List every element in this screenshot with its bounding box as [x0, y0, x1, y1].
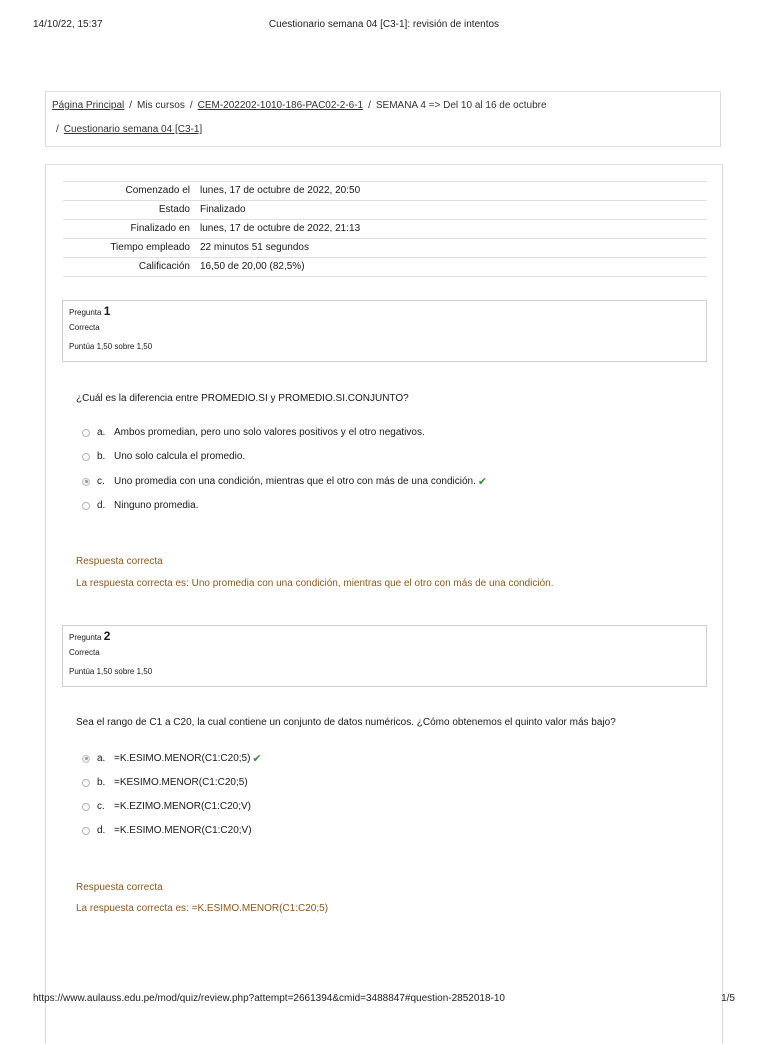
summary-row [63, 182, 707, 201]
answer-text: =KESIMO.MENOR(C1:C20;5) [114, 777, 248, 788]
answer-option[interactable] [82, 801, 251, 812]
answer-text: Ninguno promedia. [114, 500, 199, 511]
breadcrumb-my-courses[interactable]: Mis cursos [137, 100, 185, 111]
breadcrumb-line-2 [56, 124, 202, 135]
answer-option[interactable] [82, 475, 487, 488]
answer-option[interactable] [82, 777, 248, 788]
summary-label: Finalizado en [130, 223, 190, 234]
summary-row [63, 220, 707, 239]
breadcrumb-separator: / [368, 100, 371, 111]
breadcrumb-home-link[interactable]: Página Principal [52, 100, 125, 111]
question-number [69, 304, 110, 318]
summary-row [63, 239, 707, 258]
answer-letter: d. [97, 825, 106, 836]
radio-button-selected[interactable] [82, 755, 90, 763]
feedback-text: La respuesta correcta es: Uno promedia con una condición, mientras que el otro con más de una condición. [76, 578, 554, 589]
summary-row [63, 258, 707, 277]
feedback-title: Respuesta correcta [76, 556, 163, 567]
question-info-2 [62, 625, 707, 687]
feedback-title: Respuesta correcta [76, 882, 163, 893]
feedback-text: La respuesta correcta es: =K.ESIMO.MENOR(C1:C20;5) [76, 903, 329, 914]
question-info-1 [62, 300, 707, 362]
radio-button[interactable] [82, 502, 90, 510]
print-datetime: 14/10/22, 15:37 [33, 19, 103, 30]
answer-option[interactable] [82, 451, 245, 462]
answer-text: =K.ESIMO.MENOR(C1:C20;5) [114, 753, 251, 764]
breadcrumb [45, 91, 721, 147]
summary-row [63, 201, 707, 220]
answer-option[interactable] [82, 825, 252, 836]
question-state: Correcta [69, 648, 100, 657]
summary-label: Calificación [138, 261, 190, 272]
answer-option[interactable] [82, 752, 262, 765]
print-url: https://www.aulauss.edu.pe/mod/quiz/review.php?attempt=2661394&cmid=3488847#question-2852018-10 [33, 993, 505, 1004]
breadcrumb-separator: / [56, 124, 59, 135]
answer-letter: a. [97, 753, 106, 764]
radio-button[interactable] [82, 453, 90, 461]
answer-text: Uno solo calcula el promedio. [114, 451, 246, 462]
breadcrumb-separator: / [189, 100, 193, 111]
answer-letter: c. [97, 801, 105, 812]
checkmark-icon: ✔ [252, 753, 262, 765]
answer-text: Uno promedia con una condición, mientras que el otro con más de una condición. [114, 476, 476, 487]
summary-value: 22 minutos 51 segundos [200, 242, 309, 253]
question-number-value: 1 [103, 304, 111, 318]
answer-option[interactable] [82, 500, 199, 511]
breadcrumb-week[interactable]: SEMANA 4 => Del 10 al 16 de octubre [375, 100, 547, 111]
radio-button[interactable] [82, 779, 90, 787]
question-number [69, 629, 110, 643]
answer-option[interactable] [82, 427, 425, 438]
question-prefix: Pregunta [69, 308, 102, 317]
answer-letter: b. [97, 777, 106, 788]
question-prefix: Pregunta [69, 633, 102, 642]
radio-button[interactable] [82, 827, 90, 835]
question-text-1: ¿Cuál es la diferencia entre PROMEDIO.SI y PROMEDIO.SI.CONJUNTO? [76, 393, 409, 404]
answer-letter: b. [97, 451, 106, 462]
answer-text: Ambos promedian, pero uno solo valores positivos y el otro negativos. [114, 427, 425, 438]
question-grade: Puntúa 1,50 sobre 1,50 [69, 667, 153, 676]
radio-button[interactable] [82, 429, 90, 437]
breadcrumb-quiz-link[interactable]: Cuestionario semana 04 [C3-1] [63, 124, 203, 135]
summary-value: 16,50 de 20,00 (82,5%) [200, 261, 305, 272]
radio-button-selected[interactable] [82, 478, 90, 486]
checkmark-icon: ✔ [477, 476, 488, 488]
summary-label: Estado [158, 204, 190, 215]
summary-value: lunes, 17 de octubre de 2022, 21:13 [200, 223, 361, 234]
question-number-value: 2 [103, 629, 111, 643]
radio-button[interactable] [82, 803, 90, 811]
question-state: Correcta [69, 323, 100, 332]
question-grade: Puntúa 1,50 sobre 1,50 [69, 342, 153, 351]
summary-value: lunes, 17 de octubre de 2022, 20:50 [200, 185, 361, 196]
print-document-title: Cuestionario semana 04 [C3-1]: revisión de intentos [268, 19, 500, 30]
breadcrumb-course-link[interactable]: CEM-202202-1010-186-PAC02-2-6-1 [197, 100, 364, 111]
answer-text: =K.EZIMO.MENOR(C1:C20;V) [114, 801, 251, 812]
summary-value: Finalizado [200, 204, 246, 215]
print-header [0, 19, 768, 31]
summary-label: Tiempo empleado [110, 242, 190, 253]
answer-letter: c. [97, 476, 105, 487]
question-text-2: Sea el rango de C1 a C20, la cual contiene un conjunto de datos numéricos. ¿Cómo obtenemos el quinto valor más bajo? [76, 717, 616, 728]
print-page-number: 1/5 [721, 993, 735, 1004]
answer-letter: d. [97, 500, 106, 511]
answer-letter: a. [97, 427, 106, 438]
breadcrumb-separator: / [129, 100, 133, 111]
answer-text: =K.ESIMO.MENOR(C1:C20;V) [114, 825, 252, 836]
breadcrumb-line-1 [52, 100, 547, 111]
attempt-summary-table [63, 181, 707, 277]
summary-label: Comenzado el [125, 185, 190, 196]
